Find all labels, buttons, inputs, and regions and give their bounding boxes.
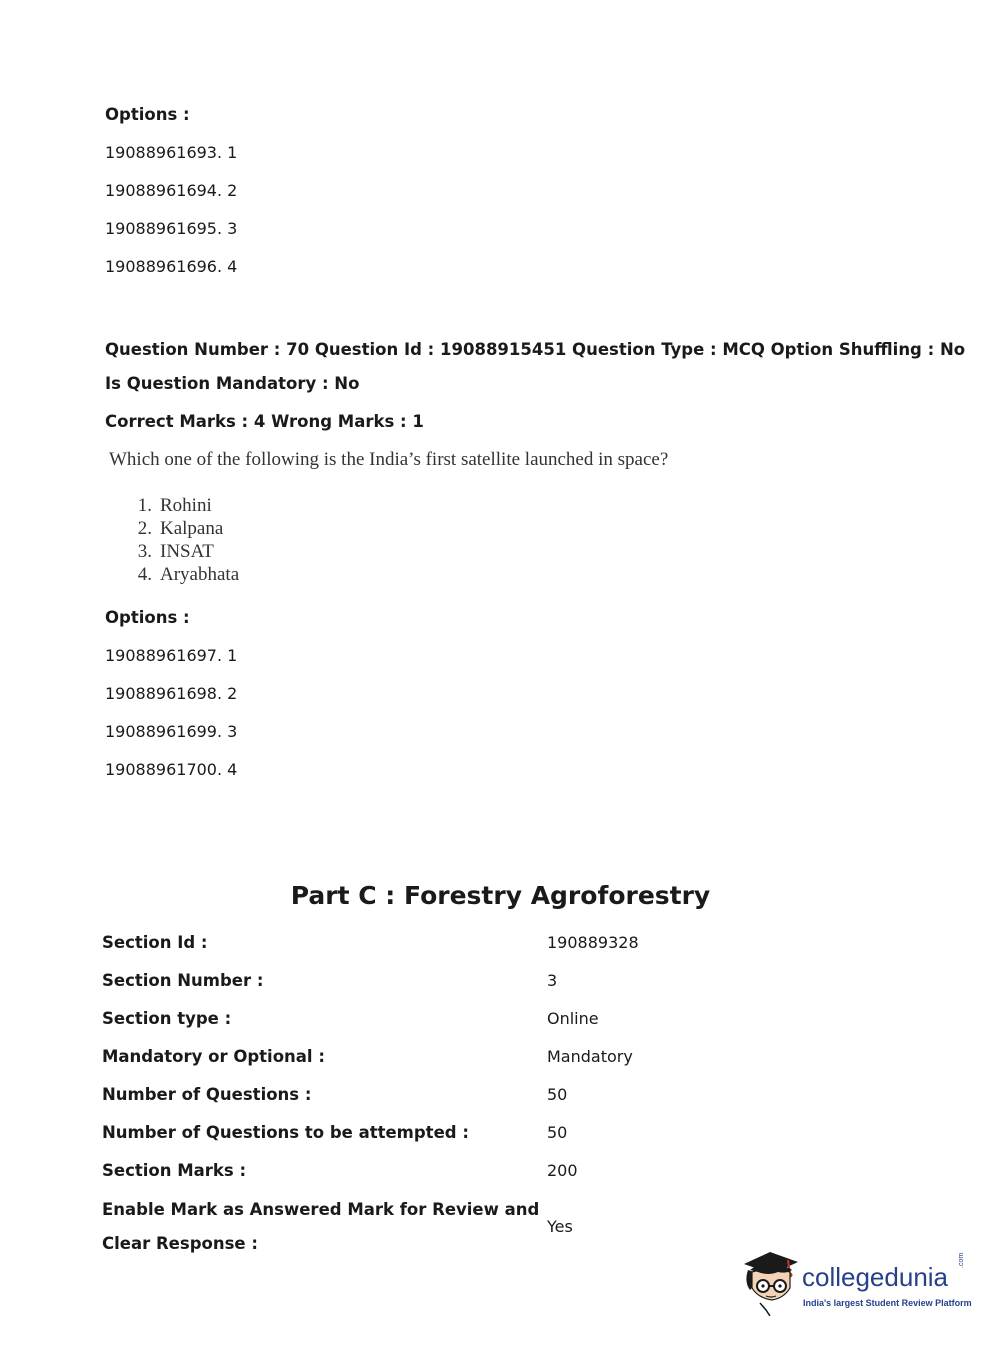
option-item: 19088961696. 4	[105, 257, 238, 276]
choice-number: 3.	[137, 541, 152, 562]
enable-mark-label-line2: Clear Response :	[102, 1234, 258, 1253]
section-marks-label: Section Marks :	[102, 1161, 247, 1180]
options-label-1: Options :	[105, 105, 190, 124]
num-questions-label: Number of Questions :	[102, 1085, 312, 1104]
choice-item	[130, 541, 214, 563]
choice-text: Kalpana	[160, 518, 224, 539]
choice-number: 1.	[137, 495, 152, 516]
question-text: Which one of the following is the India’s first satellite launched in space?	[109, 449, 669, 470]
section-number-label: Section Number :	[102, 971, 264, 990]
option-item: 19088961700. 4	[105, 760, 238, 779]
choice-number: 2.	[137, 518, 152, 539]
num-attempt-value: 50	[547, 1123, 568, 1142]
num-questions-value: 50	[547, 1085, 568, 1104]
section-type-value: Online	[547, 1009, 599, 1028]
option-item: 19088961699. 3	[105, 722, 238, 741]
options-label-2: Options :	[105, 608, 190, 627]
section-marks-value: 200	[547, 1161, 578, 1180]
question-header: Question Number : 70 Question Id : 19088915451 Question Type : MCQ Option Shuffling : No	[105, 340, 966, 359]
choice-number: 4.	[137, 564, 152, 585]
collegedunia-logo	[740, 1248, 970, 1323]
logo-tagline: India's largest Student Review Platform	[803, 1298, 972, 1308]
choice-text: Aryabhata	[160, 564, 240, 585]
option-item: 19088961694. 2	[105, 181, 238, 200]
choice-item	[130, 518, 223, 540]
section-number-value: 3	[547, 971, 558, 990]
choice-item	[130, 495, 212, 517]
option-item: 19088961697. 1	[105, 646, 238, 665]
enable-mark-value: Yes	[547, 1217, 573, 1236]
choice-text: INSAT	[160, 541, 214, 562]
mandatory-label: Mandatory or Optional :	[102, 1047, 325, 1066]
option-item: 19088961698. 2	[105, 684, 238, 703]
logo-brand-text: collegedunia	[802, 1262, 949, 1292]
mascot-icon	[740, 1248, 802, 1316]
enable-mark-label-line1: Enable Mark as Answered Mark for Review and	[102, 1200, 540, 1219]
option-item: 19088961693. 1	[105, 143, 238, 162]
mandatory-value: Mandatory	[547, 1047, 633, 1066]
num-attempt-label: Number of Questions to be attempted :	[102, 1123, 469, 1142]
option-item: 19088961695. 3	[105, 219, 238, 238]
section-title: Part C : Forestry Agroforestry	[290, 881, 711, 910]
choice-text: Rohini	[160, 495, 212, 516]
section-id-label: Section Id :	[102, 933, 208, 952]
logo-suffix: .com	[958, 1252, 965, 1268]
question-marks: Correct Marks : 4 Wrong Marks : 1	[105, 412, 424, 431]
choice-item	[130, 564, 239, 586]
section-type-label: Section type :	[102, 1009, 232, 1028]
question-mandatory: Is Question Mandatory : No	[105, 374, 360, 393]
section-id-value: 190889328	[547, 933, 639, 952]
